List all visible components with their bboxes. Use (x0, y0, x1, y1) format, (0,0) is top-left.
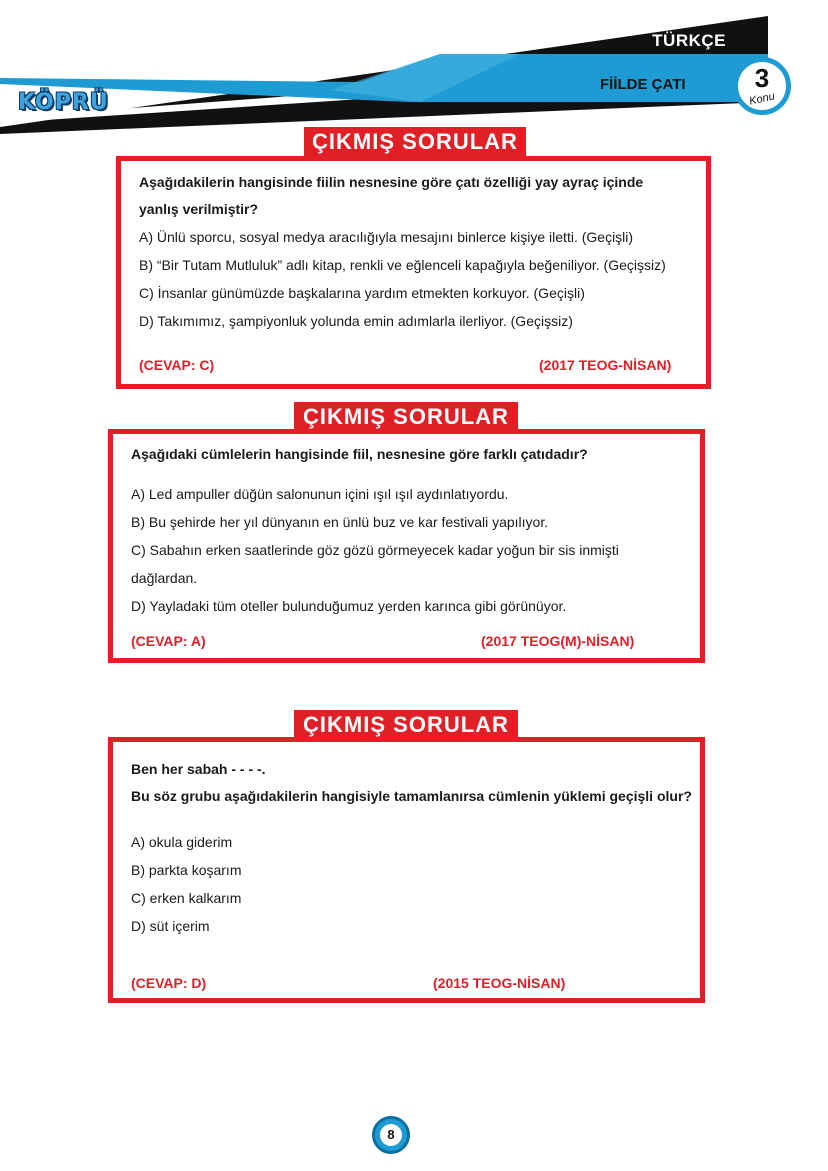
option-a: A) Ünlü sporcu, sosyal medya aracılığıyla mesajını binlerce kişiye iletti. (Geçişli) (139, 229, 634, 245)
option-b: B) parkta koşarım (131, 862, 242, 878)
answer-label: (CEVAP: D) (131, 975, 207, 991)
section-ribbon: ÇIKMIŞ SORULAR (304, 127, 526, 157)
option-c: C) erken kalkarım (131, 890, 242, 906)
option-c: C) Sabahın erken saatlerinde göz gözü görmeyecek kadar yoğun bir sis inmişti (131, 542, 619, 558)
source-label: (2015 TEOG-NİSAN) (433, 975, 566, 991)
section-ribbon: ÇIKMIŞ SORULAR (294, 402, 518, 432)
question-stem: Aşağıdaki cümlelerin hangisinde fiil, nesnesine göre farklı çatıdadır? (131, 446, 588, 462)
page-number: 8 (380, 1124, 402, 1146)
header-banner (0, 0, 828, 140)
option-d: D) süt içerim (131, 918, 210, 934)
option-b: B) “Bir Tutam Mutluluk” adlı kitap, renkli ve eğlenceli kapağıyla beğeniliyor. (Geçişsiz) (139, 257, 666, 273)
question-box (108, 429, 705, 663)
option-b: B) Bu şehirde her yıl dünyanın en ünlü buz ve kar festivali yapılıyor. (131, 514, 549, 530)
answer-label: (CEVAP: C) (139, 357, 215, 373)
konu-label: Konu (748, 90, 776, 108)
question-box (116, 156, 711, 389)
source-label: (2017 TEOG-NİSAN) (539, 357, 672, 373)
konu-badge (733, 57, 791, 115)
question-box (108, 737, 705, 1003)
option-c: C) İnsanlar günümüzde başkalarına yardım etmekten korkuyor. (Geçişli) (139, 285, 585, 301)
section-ribbon: ÇIKMIŞ SORULAR (294, 710, 518, 740)
answer-label: (CEVAP: A) (131, 633, 206, 649)
source-label: (2017 TEOG(M)-NİSAN) (481, 633, 635, 649)
brand-logo: KÖPRÜ (18, 90, 109, 115)
option-a: A) Led ampuller düğün salonunun içini ışıl ışıl aydınlatıyordu. (131, 486, 509, 502)
page-number-badge (372, 1116, 410, 1154)
question-stem: Ben her sabah - - - -. (131, 761, 266, 777)
option-d: D) Yayladaki tüm oteller bulunduğumuz yerden karınca gibi görünüyor. (131, 598, 567, 614)
question-stem: Bu söz grubu aşağıdakilerin hangisiyle tamamlanırsa cümlenin yüklemi geçişli olur? (131, 788, 692, 804)
topic-title: FİİLDE ÇATI (600, 76, 686, 93)
option-a: A) okula giderim (131, 834, 233, 850)
subject-title: TÜRKÇE (652, 31, 726, 50)
question-stem: yanlış verilmiştir? (139, 201, 259, 217)
konu-number: 3 (754, 63, 770, 93)
option-c-continued: dağlardan. (131, 570, 198, 586)
option-d: D) Takımımız, şampiyonluk yolunda emin adımlarla ilerliyor. (Geçişsiz) (139, 313, 573, 329)
question-stem: Aşağıdakilerin hangisinde fiilin nesnesine göre çatı özelliği yay ayraç içinde (139, 174, 644, 190)
